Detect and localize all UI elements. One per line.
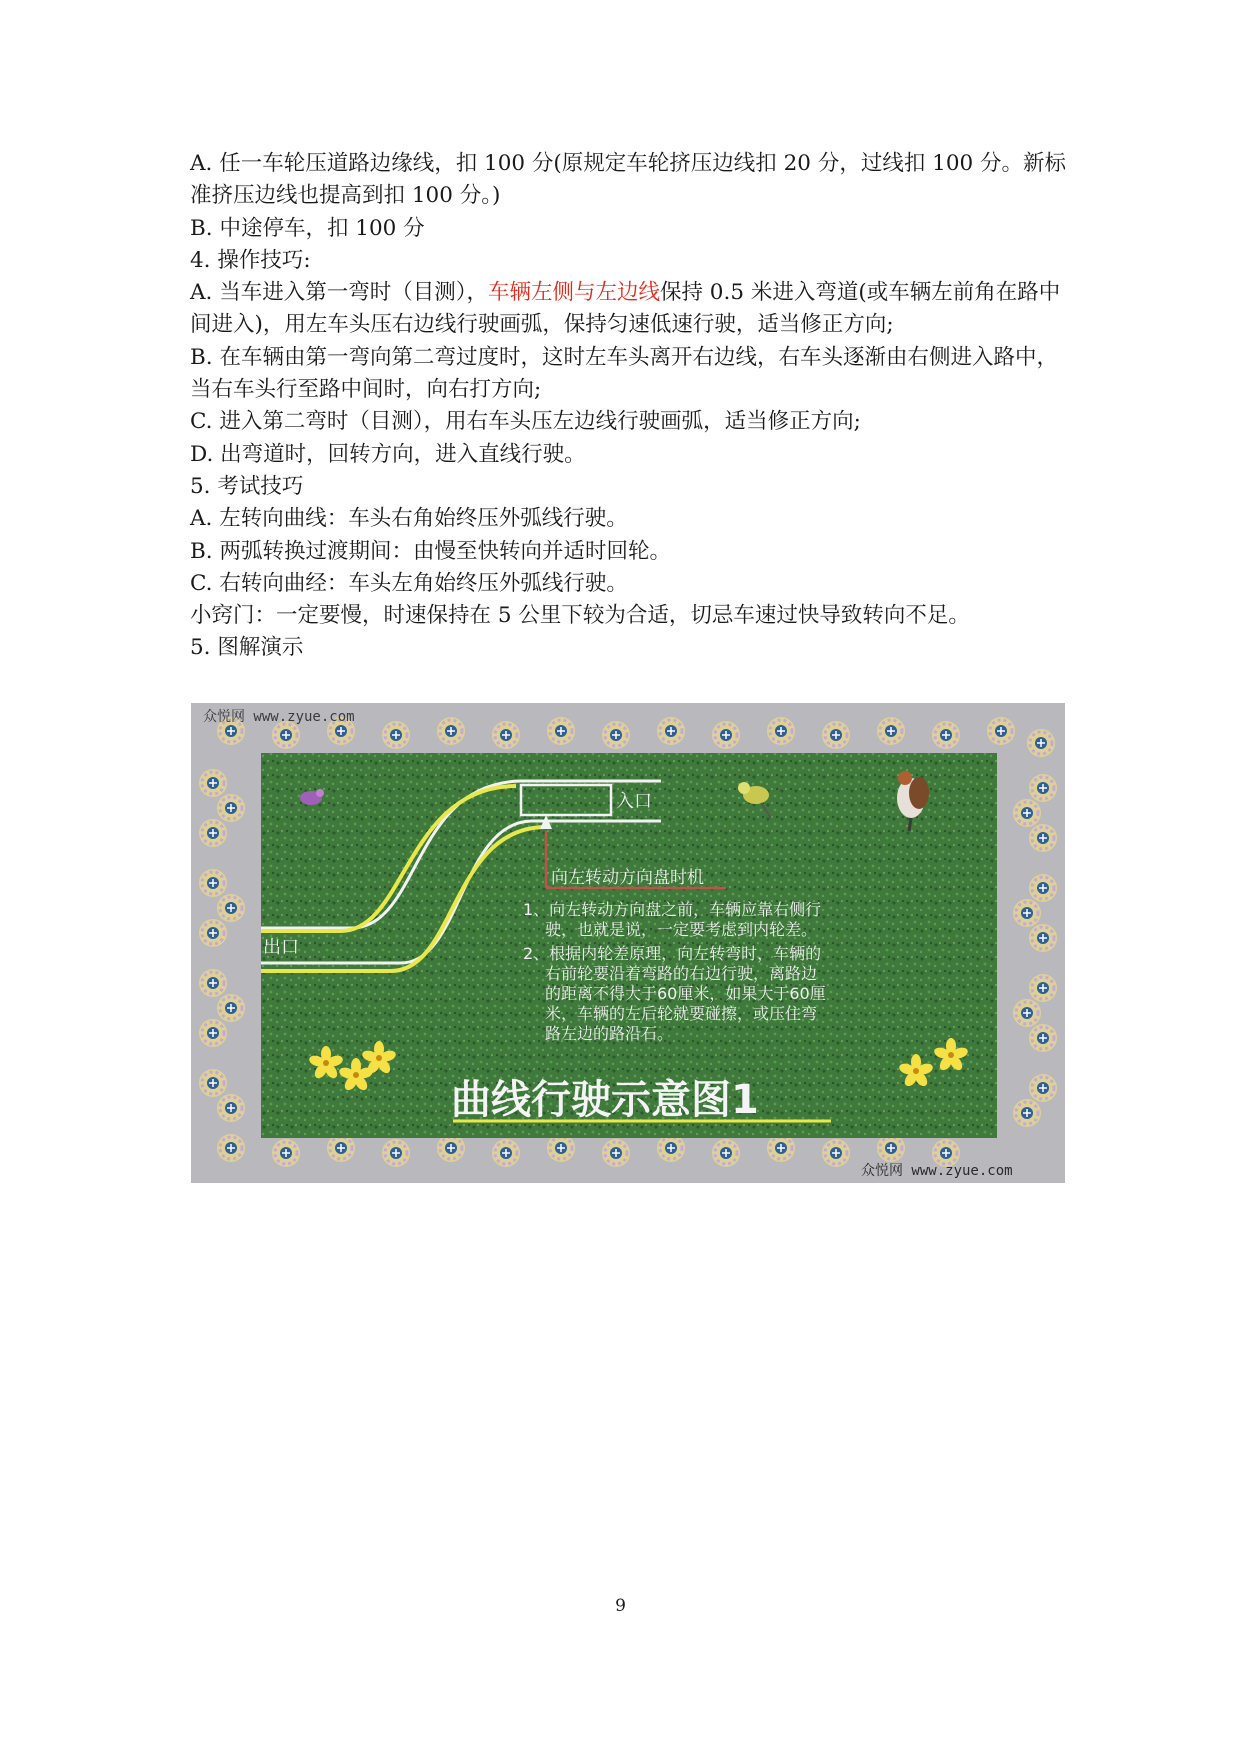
- diagram-heading: 向左转动方向盘时机: [551, 868, 704, 888]
- diagram-svg: [191, 703, 1065, 1183]
- tip-a-end: 保持 0.5 米进入弯道(或车辆左前角在路中间进入)，用左车头压右边线行驶画弧，保持匀速低速行驶，适当修正方向;: [190, 280, 1061, 338]
- heading-illustration: 5. 图解演示: [190, 635, 304, 661]
- exit-label: 出口: [263, 937, 299, 958]
- paragraph-trick: 小窍门：一定要慢，时速保持在 5 公里下较为合适，切忌车速过快导致转向不足。: [190, 603, 970, 629]
- page-number: 9: [615, 1596, 626, 1616]
- heading-operation-tips: 4. 操作技巧:: [190, 247, 311, 273]
- paragraph-exam-c: C. 右转向曲经：车头左角始终压外弧线行驶。: [190, 570, 628, 596]
- watermark-top: 众悦网 www.zyue.com: [203, 709, 355, 725]
- paragraph-tip-a: [190, 277, 1070, 342]
- watermark-bottom: 众悦网 www.zyue.com: [861, 1163, 1013, 1179]
- point2-line3: 的距离不得大于60厘米，如果大于60厘: [545, 984, 826, 1003]
- point2-line4: 米，车辆的左后轮就要碰擦，或压住弯: [545, 1004, 818, 1023]
- paragraph-tip-d: D. 出弯道时，回转方向，进入直线行驶。: [190, 441, 586, 467]
- paragraph-exam-a: A. 左转向曲线：车头右角始终压外弧线行驶。: [190, 506, 628, 532]
- heading-exam-tips: 5. 考试技巧: [190, 473, 304, 499]
- paragraph-deduction-edge: A. 任一车轮压道路边缘线，扣 100 分(原规定车轮挤压边线扣 20 分，过线扣 100 分。新标准挤压边线也提高到扣 100 分。): [190, 151, 1067, 209]
- diagram-caption: 曲线行驶示意图1: [451, 1077, 759, 1123]
- paragraph-tip-b: B. 在车辆由第一弯向第二弯过度时，这时左车头离开右边线，右车头逐渐由右侧进入路中，当右车头行至路中间时，向右打方向;: [190, 344, 1058, 403]
- entrance-label: 入口: [616, 791, 652, 812]
- document-body: [190, 148, 1070, 665]
- point2-line1: 2、根据内轮差原理，向左转弯时，车辆的: [523, 944, 822, 963]
- paragraph-tip-c: C. 进入第二弯时（目测），用右车头压左边线行驶画弧，适当修正方向;: [190, 409, 861, 435]
- paragraph-exam-b: B. 两弧转换过渡期间：由慢至快转向并适时回轮。: [190, 538, 671, 564]
- point1-line2: 驶，也就是说，一定要考虑到内轮差。: [545, 920, 818, 939]
- paragraph-deduction-stop: B. 中途停车，扣 100 分: [190, 215, 425, 241]
- point2-line2: 右前轮要沿着弯路的右边行驶，离路边: [545, 964, 818, 983]
- tip-a-highlight: 车辆左侧与左边线: [487, 280, 660, 306]
- point1-line1: 1、向左转动方向盘之前，车辆应靠右侧行: [523, 900, 822, 919]
- tip-a-start: A. 当车进入第一弯时（目测），: [190, 280, 488, 306]
- curve-driving-diagram: [191, 703, 1065, 1183]
- point2-line5: 路左边的路沿石。: [545, 1024, 674, 1043]
